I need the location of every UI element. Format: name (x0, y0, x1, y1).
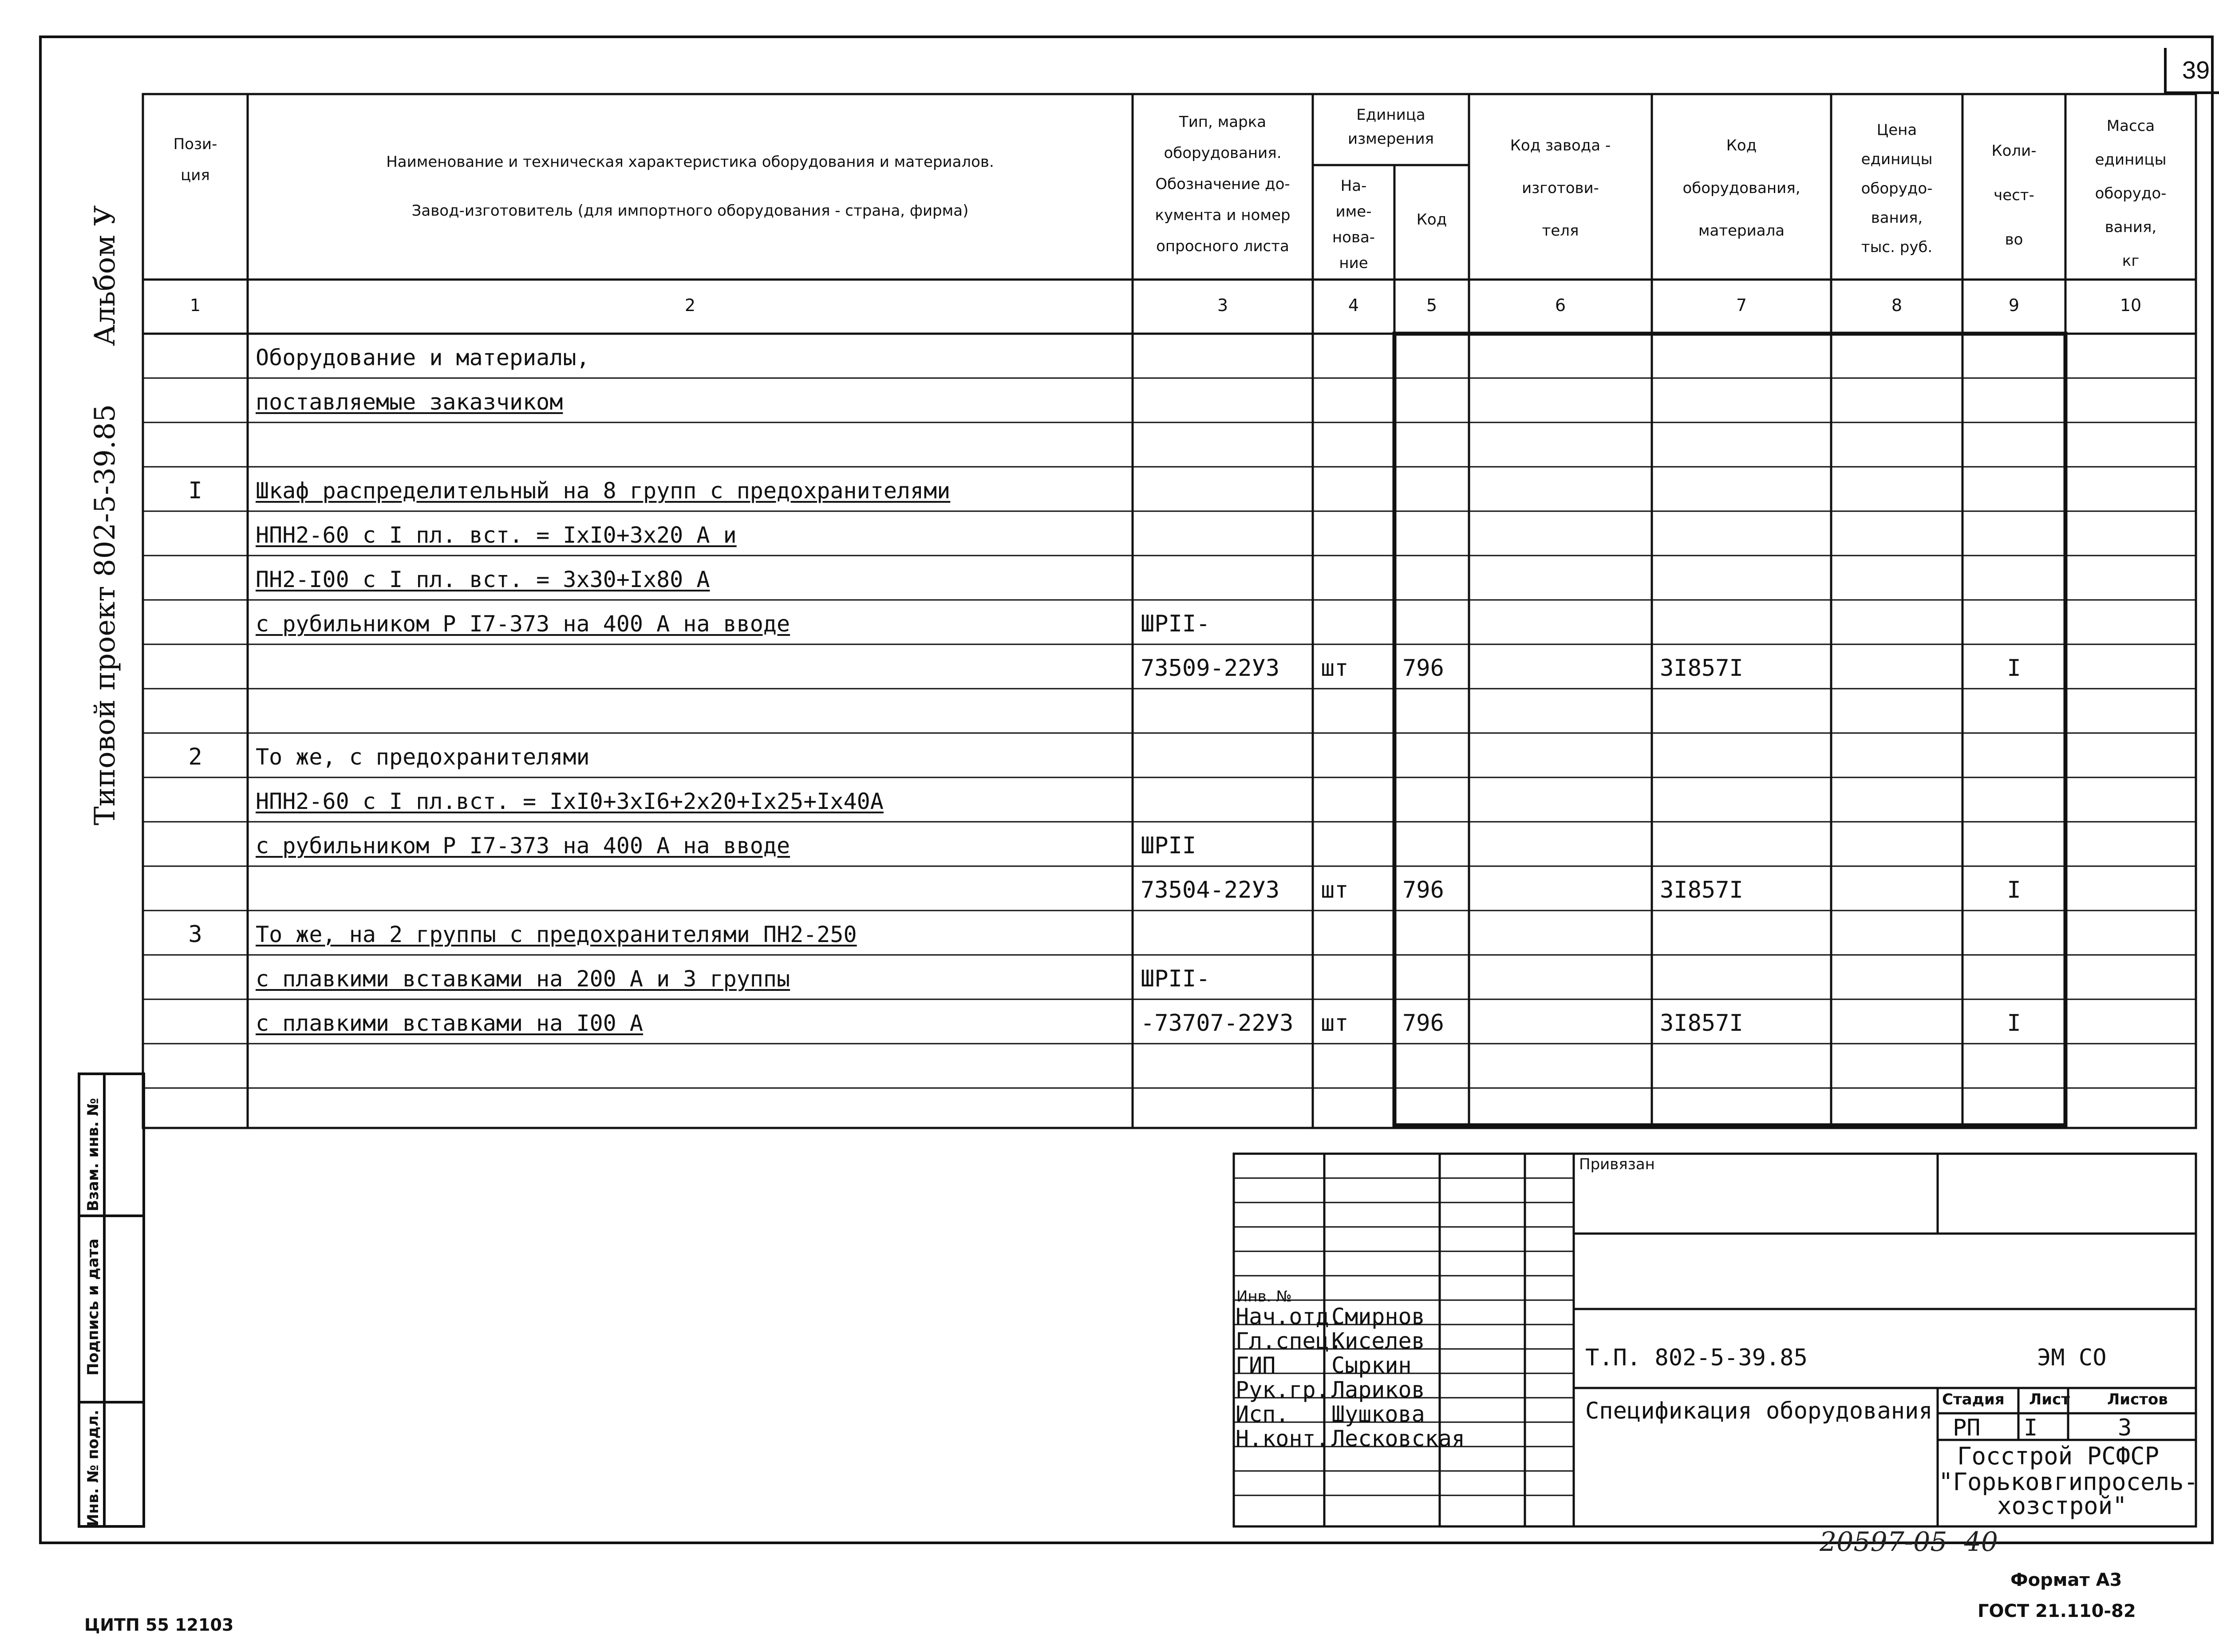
signer-name: Лесковская (1331, 1426, 1465, 1451)
org-line-2: "Горьковгипросель- (1939, 1468, 2199, 1496)
row-4-pos: I (188, 477, 202, 504)
album-label: Альбом У (89, 205, 122, 346)
row-12-name: с рубильником Р I7-373 на 400 А на вводе (256, 833, 790, 859)
hdr-col10-text: Масса единицы оборудо- вания, кг (2095, 117, 2167, 270)
signer-role: Н.конт. (1236, 1426, 1329, 1451)
column-number-5: 5 (1426, 296, 1437, 315)
row-14-name: То же, на 2 группы с предохранителями ПН2-250 (256, 922, 857, 947)
signer-name: Сыркин (1331, 1352, 1412, 1378)
sheets-value: 3 (2118, 1415, 2132, 1441)
signer-role: ГИП (1236, 1352, 1276, 1378)
sheets-label: Листов (2107, 1391, 2168, 1408)
hdr-col2-line1: Наименование и техническая характеристика оборудования и материалов. (386, 153, 994, 171)
signer-name: Лариков (1331, 1377, 1425, 1403)
stamp-vzam-inv: Взам. инв. № (84, 1098, 102, 1211)
row-8-unit: шт (1321, 655, 1349, 682)
row-12-type: ШРII (1141, 832, 1196, 859)
signer-name: Смирнов (1331, 1304, 1425, 1329)
stamp-inv-podl: Инв. № подл. (84, 1409, 102, 1526)
column-number-3: 3 (1217, 296, 1228, 315)
stage-value: РП (1953, 1415, 1981, 1441)
hdr-col1-text: Пози- ция (173, 135, 217, 184)
row-16-qty: I (2007, 1010, 2021, 1037)
sheet-value: I (2024, 1415, 2038, 1441)
row-8-mcode: 3I857I (1660, 655, 1743, 682)
row-5-name: НПН2-60 с I пл. вст. = IxI0+3x20 А и (256, 522, 737, 548)
inv-no-label: Инв. № (1236, 1288, 1292, 1305)
sheet-label: Лист (2029, 1391, 2070, 1408)
hdr-col9-text: Коли- чест- во (1991, 142, 2037, 248)
column-number-4: 4 (1348, 296, 1359, 315)
column-number-8: 8 (1891, 296, 1903, 315)
doc-code: Т.П. 802-5-39.85 (1585, 1344, 1808, 1371)
hdr-col3-text: Тип, марка оборудования. Обозначение до- кумента и номер опросного листа (1155, 113, 1291, 255)
org-line-1: Госстрой РСФСР (1957, 1442, 2160, 1470)
row-16-mcode: 3I857I (1660, 1010, 1743, 1037)
citp-label: ЦИТП 55 12103 (84, 1615, 234, 1635)
row-16-type: -73707-22У3 (1141, 1010, 1294, 1037)
row-14-pos: 3 (188, 921, 202, 948)
signer-role: Рук.гр. (1236, 1377, 1329, 1403)
row-15-type: ШРII- (1141, 966, 1210, 992)
hdr-col7-text: Код оборудования, материала (1682, 137, 1800, 240)
row-13-qty: I (2007, 877, 2021, 903)
row-16-code: 796 (1402, 1010, 1444, 1037)
row-8-qty: I (2007, 655, 2021, 682)
column-number-6: 6 (1555, 296, 1566, 315)
hdr-col6-text: Код завода - изготови- теля (1510, 137, 1611, 240)
privyazan-label: Привязан (1579, 1155, 1655, 1173)
row-7-name: с рубильником Р I7-373 на 400 А на вводе (256, 611, 790, 637)
row-13-type: 73504-22У3 (1141, 877, 1280, 903)
row-6-name: ПН2-I00 с I пл. вст. = 3x30+Ix80 А (256, 567, 710, 592)
column-number-1: 1 (190, 296, 201, 315)
row-8-type: 73509-22У3 (1141, 655, 1280, 682)
row-16-name: с плавкими вставками на I00 А (256, 1010, 643, 1036)
hdr-col45-text: Единица измерения (1347, 106, 1434, 148)
row-13-unit: шт (1321, 877, 1349, 903)
hdr-col8-text: Цена единицы оборудо- вания, тыс. руб. (1861, 121, 1933, 256)
signer-name: Шушкова (1331, 1401, 1425, 1427)
signer-role: Нач.отд. (1236, 1304, 1342, 1329)
row-8-code: 796 (1402, 655, 1444, 682)
gost-label: ГОСТ 21.110-82 (1978, 1601, 2136, 1621)
hdr-col4-text: На- име- нова- ние (1332, 177, 1375, 272)
doc-mark: ЭМ СО (2037, 1344, 2107, 1371)
row-4-name: Шкаф распределительный на 8 групп с предохранителями (256, 478, 951, 504)
row-16-unit: шт (1321, 1010, 1349, 1037)
page-number: 39 (2164, 48, 2219, 94)
hdr-col2-line2: Завод-изготовитель (для импортного оборудования - страна, фирма) (411, 202, 969, 220)
signer-name: Киселев (1331, 1328, 1425, 1354)
row-13-code: 796 (1402, 877, 1444, 903)
stamp-podpis-data: Подпись и дата (84, 1238, 102, 1376)
hdr-col5-text: Код (1416, 211, 1447, 229)
row-10-pos: 2 (188, 744, 202, 770)
org-line-3: хозстрой" (1997, 1492, 2127, 1520)
row-10-name: То же, с предохранителями (256, 744, 590, 770)
row-13-mcode: 3I857I (1660, 877, 1743, 903)
row-1-name: Оборудование и материалы, (256, 345, 590, 371)
row-7-type: ШРII- (1141, 611, 1210, 637)
project-label: Типовой проект 802-5-39.85 (89, 404, 122, 825)
row-15-name: с плавкими вставками на 200 А и 3 группы (256, 966, 790, 992)
column-number-9: 9 (2008, 296, 2020, 315)
signer-role: Исп. (1236, 1401, 1289, 1427)
row-11-name: НПН2-60 с I пл.вст. = IxI0+3xI6+2x20+Ix25+Ix40А (256, 789, 884, 814)
signer-role: Гл.спец. (1236, 1328, 1342, 1354)
column-number-7: 7 (1736, 296, 1747, 315)
column-number-10: 10 (2120, 296, 2142, 315)
format-label: Формат А3 (2010, 1570, 2122, 1590)
stage-label: Стадия (1942, 1391, 2005, 1408)
row-2-name: поставляемые заказчиком (256, 389, 563, 415)
column-number-2: 2 (684, 296, 696, 315)
handwritten-number: 20597-05 40 (1820, 1526, 1998, 1557)
doc-title: Спецификация оборудования (1585, 1398, 1933, 1424)
